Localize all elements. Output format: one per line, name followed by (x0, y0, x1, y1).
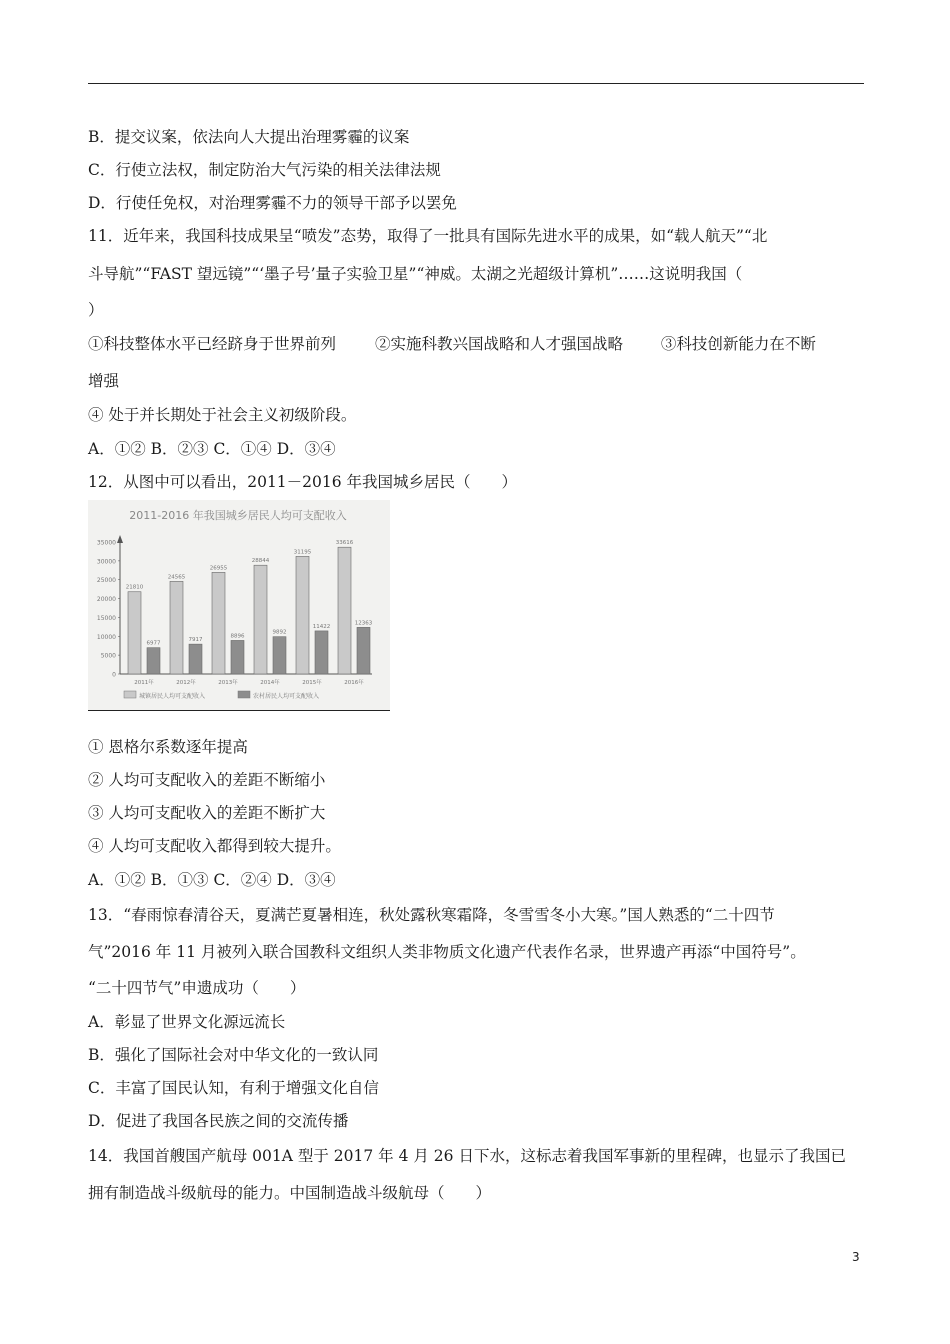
bar-value-label: 21810 (125, 584, 144, 591)
q11-answers: A．①② B．②③ C．①④ D．③④ (88, 440, 336, 458)
q12-item-4: ④ 人均可支配收入都得到较大提升。 (88, 837, 341, 855)
q12-stem: 12．从图中可以看出，2011－2016 年我国城乡居民（ ） (88, 473, 518, 491)
y-tick-label: 35000 (96, 539, 116, 547)
q13-stem-line3: “二十四节气”申遗成功（ ） (88, 979, 306, 997)
q13-option-b: B．强化了国际社会对中华文化的一致认同 (88, 1046, 379, 1064)
q12-answers: A．①② B．①③ C．②④ D．③④ (88, 871, 336, 889)
bar-value-label: 12363 (354, 620, 373, 627)
q12-item-3: ③ 人均可支配收入的差距不断扩大 (88, 804, 326, 822)
q10-option-b: B．提交议案，依法向人大提出治理雾霾的议案 (88, 128, 410, 146)
q12-item-1: ① 恩格尔系数逐年提高 (88, 738, 248, 756)
q11-item-3-cont: 增强 (88, 372, 120, 390)
bar-urban-4 (254, 565, 267, 674)
q10-option-d: D．行使任免权，对治理雾霾不力的领导干部予以罢免 (88, 194, 457, 212)
x-tick-label: 2016年 (344, 680, 364, 686)
y-tick-label: 15000 (96, 614, 116, 622)
y-tick-label: 25000 (96, 577, 116, 585)
q11-stem-line2: 斗导航”“FAST 望远镜”“‘墨子号’量子实验卫星”“神威。太湖之光超级计算机”……这说明我国（ (88, 265, 743, 283)
q11-item-1: ①科技整体水平已经跻身于世界前列 (88, 335, 337, 353)
x-tick-label: 2014年 (260, 680, 280, 686)
q11-item-4: ④ 处于并长期处于社会主义初级阶段。 (88, 406, 357, 424)
page-number: 3 (852, 1250, 860, 1264)
q11-stem-line1: 11．近年来，我国科技成果呈“喷发”态势，取得了一批具有国际先进水平的成果，如“载人航天”“北 (88, 227, 768, 245)
q14-stem-line2: 拥有制造战斗级航母的能力。中国制造战斗级航母（ ） (88, 1184, 492, 1202)
bar-value-label: 7917 (188, 637, 203, 644)
q13-option-a: A．彰显了世界文化源远流长 (88, 1013, 286, 1031)
bar-urban-5 (296, 556, 309, 674)
x-tick-label: 2015年 (302, 680, 322, 686)
q13-stem-line1: 13．“春雨惊春清谷天，夏满芒夏暑相连，秋处露秋寒霜降，冬雪雪冬小大寒。”国人熟悉的“二十四节 (88, 906, 775, 924)
q11-item-3: ③科技创新能力在不断 (660, 335, 816, 353)
x-tick-label: 2011年 (134, 680, 154, 686)
q11-stem-line3: ） (88, 301, 104, 319)
q14-stem-line1: 14．我国首艘国产航母 001A 型于 2017 年 4 月 26 日下水，这标志着我国军事新的里程碑，也显示了我国已 (88, 1147, 846, 1165)
bar-rural-3 (231, 640, 244, 674)
legend-label-rural: 农村居民人均可支配收入 (253, 693, 320, 700)
legend-swatch-urban (124, 691, 136, 698)
bar-value-label: 24565 (167, 574, 186, 581)
q13-stem-line2: 气”2016 年 11 月被列入联合国教科文组织人类非物质文化遗产代表作名录，世界遗产再添“中国符号”。 (88, 943, 806, 961)
bar-rural-1 (147, 648, 160, 674)
q11-item-2: ②实施科教兴国战略和人才强国战略 (374, 335, 623, 353)
q12-item-2: ② 人均可支配收入的差距不断缩小 (88, 771, 326, 789)
income-chart (88, 500, 390, 711)
bar-value-label: 11422 (312, 623, 331, 630)
y-axis-arrow (117, 535, 123, 543)
y-tick-label: 20000 (96, 596, 116, 604)
x-tick-label: 2012年 (176, 680, 196, 686)
bar-urban-2 (170, 581, 183, 674)
bar-urban-3 (212, 572, 225, 674)
q10-option-c: C．行使立法权，制定防治大气污染的相关法律法规 (88, 161, 441, 179)
bar-rural-4 (273, 637, 286, 674)
chart-title: 2011-2016 年我国城乡居民人均可支配收入 (129, 509, 347, 522)
header-rule (88, 83, 864, 84)
y-tick-label: 0 (112, 671, 116, 679)
bar-value-label: 31195 (293, 549, 312, 556)
y-tick-label: 30000 (96, 558, 116, 566)
bar-urban-6 (338, 547, 351, 674)
y-tick-label: 10000 (96, 633, 116, 641)
legend-swatch-rural (238, 691, 250, 698)
legend-label-urban: 城镇居民人均可支配收入 (139, 693, 206, 700)
bar-value-label: 9892 (272, 629, 287, 636)
bar-value-label: 33616 (335, 540, 354, 547)
q13-option-c: C．丰富了国民认知，有利于增强文化自信 (88, 1079, 379, 1097)
income-chart-svg (88, 500, 390, 710)
q13-option-d: D．促进了我国各民族之间的交流传播 (88, 1112, 349, 1130)
bar-urban-1 (128, 592, 141, 674)
bar-value-label: 8896 (230, 633, 245, 640)
x-tick-label: 2013年 (218, 680, 238, 686)
chart-legend (124, 691, 319, 700)
bar-value-label: 6977 (146, 640, 161, 647)
q11-items-row (88, 334, 864, 354)
bar-rural-2 (189, 644, 202, 674)
y-tick-label: 5000 (100, 652, 116, 660)
bar-value-label: 28844 (251, 558, 270, 565)
bar-rural-6 (357, 627, 370, 674)
bar-rural-5 (315, 631, 328, 674)
bar-value-label: 26955 (209, 565, 228, 572)
